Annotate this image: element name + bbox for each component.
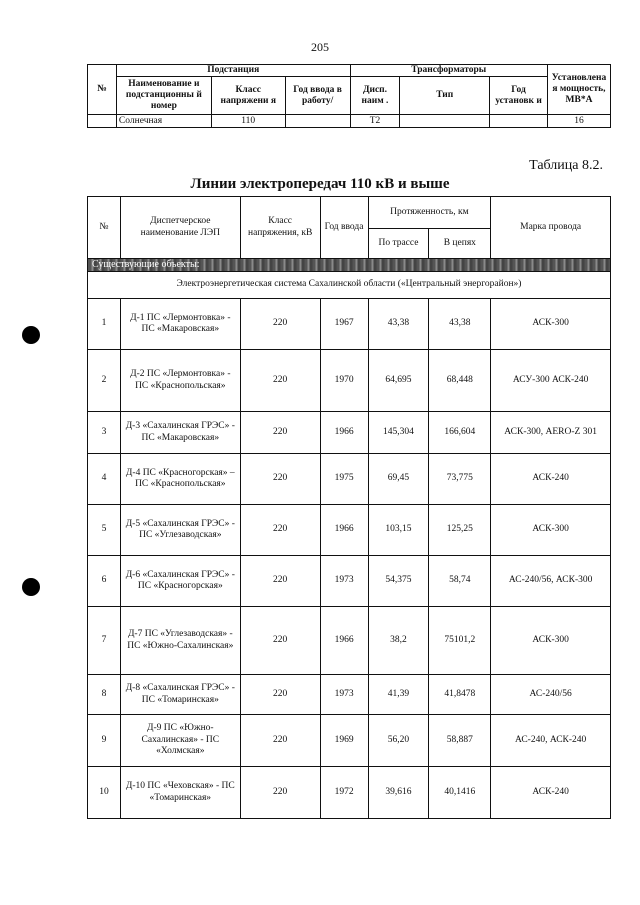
table-row xyxy=(88,607,611,675)
sub-header-transformers: Трансформаторы xyxy=(350,65,547,77)
sub-header-type: Тип xyxy=(400,77,490,115)
header-year: Год ввода xyxy=(320,197,368,259)
cell-circuits: 43,38 xyxy=(429,299,491,350)
cell-num: 10 xyxy=(88,767,121,819)
cell-year: 1972 xyxy=(320,767,368,819)
sub-header-power: Установлена я мощность, МВ*А xyxy=(547,65,610,115)
cell-voltage: 220 xyxy=(240,767,320,819)
sub-header-voltage: Класс напряжени я xyxy=(211,77,285,115)
cell-year: 1973 xyxy=(320,556,368,607)
cell-year: 1966 xyxy=(320,412,368,454)
cell-num: 5 xyxy=(88,505,121,556)
table-caption: Таблица 8.2. xyxy=(529,158,603,173)
cell-route: 56,20 xyxy=(368,715,429,767)
cell-num: 7 xyxy=(88,607,121,675)
cell-wire: АС-240/56 xyxy=(491,675,611,715)
cell-route: 145,304 xyxy=(368,412,429,454)
header-length: Протяженность, км xyxy=(368,197,491,229)
cell-voltage: 220 xyxy=(240,505,320,556)
sub-header-dispatch: Дисп. наим . xyxy=(350,77,400,115)
cell-year: 1975 xyxy=(320,454,368,505)
cell-wire: АСК-300 xyxy=(491,299,611,350)
table-row xyxy=(88,115,611,128)
cell-wire: АСК-300 xyxy=(491,607,611,675)
table-row xyxy=(88,454,611,505)
cell-voltage: 220 xyxy=(240,454,320,505)
cell-name: Д-5 «Сахалинская ГРЭС» - ПС «Углезаводская» xyxy=(120,505,240,556)
cell-name: Д-2 ПС «Лермонтовка» - ПС «Краснопольская» xyxy=(120,350,240,412)
cell-wire: АСК-300, AERO-Z 301 xyxy=(491,412,611,454)
cell-name: Д-4 ПС «Красногорская» – ПС «Краснопольская» xyxy=(120,454,240,505)
cell-circuits: 75101,2 xyxy=(429,607,491,675)
cell-year: 1970 xyxy=(320,350,368,412)
cell-num: 6 xyxy=(88,556,121,607)
cell-name: Д-3 «Сахалинская ГРЭС» - ПС «Макаровская» xyxy=(120,412,240,454)
sub-header-name: Наименование и подстанционны й номер xyxy=(116,77,211,115)
cell-route: 39,616 xyxy=(368,767,429,819)
section-label: Существующие объекты: xyxy=(88,259,611,272)
header-name: Диспетчерское наименование ЛЭП xyxy=(120,197,240,259)
table-row xyxy=(88,350,611,412)
table-row xyxy=(88,505,611,556)
sub-cell-year xyxy=(285,115,350,128)
cell-year: 1967 xyxy=(320,299,368,350)
cell-year: 1969 xyxy=(320,715,368,767)
cell-wire: АСК-300 xyxy=(491,505,611,556)
cell-name: Д-6 «Сахалинская ГРЭС» - ПС «Красногорская» xyxy=(120,556,240,607)
page-number: 205 xyxy=(311,40,329,54)
cell-voltage: 220 xyxy=(240,715,320,767)
sub-header-install-year: Год установк и xyxy=(490,77,548,115)
cell-voltage: 220 xyxy=(240,350,320,412)
sub-cell-install-year xyxy=(490,115,548,128)
cell-route: 54,375 xyxy=(368,556,429,607)
sub-cell-name: Солнечная xyxy=(116,115,211,128)
cell-voltage: 220 xyxy=(240,675,320,715)
table-row xyxy=(88,675,611,715)
cell-year: 1966 xyxy=(320,505,368,556)
sub-cell-type xyxy=(400,115,490,128)
cell-num: 2 xyxy=(88,350,121,412)
cell-circuits: 58,887 xyxy=(429,715,491,767)
sub-cell-dispatch: Т2 xyxy=(350,115,400,128)
cell-name: Д-8 «Сахалинская ГРЭС» - ПС «Томаринская» xyxy=(120,675,240,715)
cell-circuits: 68,448 xyxy=(429,350,491,412)
table-row xyxy=(88,412,611,454)
cell-circuits: 40,1416 xyxy=(429,767,491,819)
binder-hole xyxy=(22,578,40,596)
cell-year: 1966 xyxy=(320,607,368,675)
cell-wire: АС-240/56, АСК-300 xyxy=(491,556,611,607)
cell-circuits: 166,604 xyxy=(429,412,491,454)
cell-circuits: 58,74 xyxy=(429,556,491,607)
table-row xyxy=(88,715,611,767)
sub-cell-num xyxy=(88,115,117,128)
cell-wire: АСУ-300 АСК-240 xyxy=(491,350,611,412)
substation-table xyxy=(87,64,611,128)
cell-voltage: 220 xyxy=(240,607,320,675)
cell-wire: АС-240, АСК-240 xyxy=(491,715,611,767)
cell-route: 38,2 xyxy=(368,607,429,675)
cell-voltage: 220 xyxy=(240,556,320,607)
cell-route: 41,39 xyxy=(368,675,429,715)
system-label: Электроэнергетическая система Сахалинской области («Центральный энергорайон») xyxy=(88,272,611,299)
table-row xyxy=(88,767,611,819)
cell-name: Д-1 ПС «Лермонтовка» - ПС «Макаровская» xyxy=(120,299,240,350)
cell-name: Д-9 ПС «Южно-Сахалинская» - ПС «Холмская» xyxy=(120,715,240,767)
sub-cell-voltage: 110 xyxy=(211,115,285,128)
cell-voltage: 220 xyxy=(240,299,320,350)
cell-num: 9 xyxy=(88,715,121,767)
sub-cell-power: 16 xyxy=(547,115,610,128)
cell-voltage: 220 xyxy=(240,412,320,454)
cell-year: 1973 xyxy=(320,675,368,715)
sub-header-num: № xyxy=(88,65,117,115)
table-row xyxy=(88,556,611,607)
cell-num: 8 xyxy=(88,675,121,715)
header-wire: Марка провода xyxy=(491,197,611,259)
cell-num: 4 xyxy=(88,454,121,505)
cell-circuits: 73,775 xyxy=(429,454,491,505)
binder-hole xyxy=(22,326,40,344)
cell-circuits: 125,25 xyxy=(429,505,491,556)
cell-route: 69,45 xyxy=(368,454,429,505)
cell-name: Д-7 ПС «Углезаводская» - ПС «Южно-Сахалинская» xyxy=(120,607,240,675)
sub-header-substation: Подстанция xyxy=(116,65,350,77)
cell-name: Д-10 ПС «Чеховская» - ПС «Томаринская» xyxy=(120,767,240,819)
cell-num: 3 xyxy=(88,412,121,454)
cell-route: 43,38 xyxy=(368,299,429,350)
cell-wire: АСК-240 xyxy=(491,454,611,505)
cell-circuits: 41,8478 xyxy=(429,675,491,715)
header-voltage: Класс напряжения, кВ xyxy=(240,197,320,259)
sub-header-year: Год ввода в работу/ xyxy=(285,77,350,115)
header-in-circuits: В цепях xyxy=(429,229,491,259)
cell-route: 103,15 xyxy=(368,505,429,556)
power-lines-table xyxy=(87,196,611,819)
cell-route: 64,695 xyxy=(368,350,429,412)
table-row xyxy=(88,299,611,350)
cell-num: 1 xyxy=(88,299,121,350)
cell-wire: АСК-240 xyxy=(491,767,611,819)
header-num: № xyxy=(88,197,121,259)
header-by-route: По трассе xyxy=(368,229,429,259)
table-title: Линии электропередач 110 кВ и выше xyxy=(190,176,450,192)
